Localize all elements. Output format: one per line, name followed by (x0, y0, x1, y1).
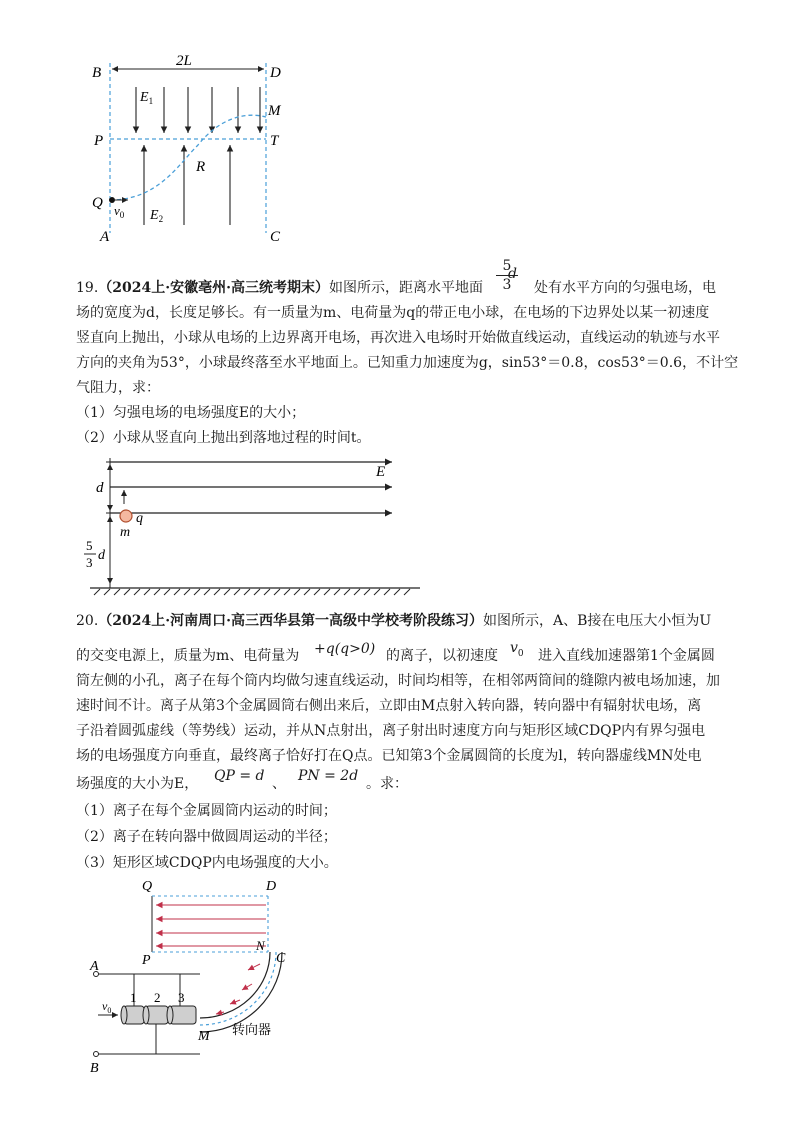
q20-line-7a: 场强度的大小为E， (76, 776, 199, 792)
figure-field-region (88, 55, 308, 250)
label-tube-3: 3 (178, 990, 185, 1005)
label-P: P (142, 953, 151, 968)
q20-v0: $v_0$ (510, 640, 524, 659)
label-deflector: 转向器 (232, 1023, 272, 1038)
q20-line-2b: 的离子，以初速度 (386, 648, 498, 664)
q19-source: （2024上·安徽亳州·高三统考期末） (98, 280, 329, 296)
label-C: C (276, 951, 286, 966)
label-M: M (198, 1029, 210, 1044)
label-E1: $E_1$ (140, 90, 154, 106)
q19-sub-2: （2）小球从竖直向上抛出到落地过程的时间t。 (76, 430, 371, 446)
frac-denominator: 3 (502, 277, 512, 293)
label-B: B (90, 1061, 99, 1076)
label-tube-2: 2 (154, 990, 161, 1005)
label-E2: $E_2$ (150, 208, 164, 224)
label-q: q (136, 511, 143, 526)
label-M: M (268, 103, 281, 119)
label-R: R (196, 159, 206, 175)
label-D: D (270, 65, 281, 81)
q19-number: 19. (76, 280, 99, 296)
q20-sep: 、 (272, 776, 286, 792)
q20-sub-3: （3）矩形区域CDQP内电场强度的大小。 (76, 855, 338, 871)
q19-line-1 (76, 277, 483, 297)
label-m: m (120, 525, 131, 540)
q19-line-2: 场的宽度为d，长度足够长。有一质量为m、电荷量为q的带正电小球，在电场的下边界处以某一初速度 (76, 305, 710, 321)
q20-line-3: 筒左侧的小孔，离子在每个筒内均做匀速直线运动，时间均相等，在相邻两筒间的缝隙内被电场加速，加 (76, 673, 720, 689)
q20-line-2a: 的交变电源上，质量为m、电荷量为 (76, 648, 300, 664)
label-C: C (270, 229, 281, 245)
q20-qp: QP = d (214, 768, 265, 784)
q20-line-1 (76, 610, 711, 630)
label-Q: Q (92, 195, 103, 211)
q20-sub-2: （2）离子在转向器中做圆周运动的半径； (76, 829, 337, 845)
label-v0: $v_0$ (102, 999, 112, 1015)
label-A: A (100, 229, 110, 245)
q20-text-a: 如图所示，A、B接在电压大小恒为U (482, 613, 712, 629)
q20-line-7b: 。求： (366, 776, 408, 792)
figure-linear-accelerator (80, 872, 320, 1087)
q19-line-5: 气阻力，求： (76, 380, 160, 396)
label-A: A (90, 959, 99, 974)
q20-sub-1: （1）离子在每个金属圆筒内运动的时间； (76, 803, 337, 819)
label-T: T (270, 133, 279, 149)
label-v0: $v_0$ (114, 203, 125, 220)
label-D: D (266, 879, 277, 894)
label-d: d (96, 480, 104, 496)
q20-pn: PN = 2d (298, 768, 359, 784)
label-tube-1: 1 (130, 990, 137, 1005)
q19-text-a: 如图所示，距离水平地面 (328, 280, 483, 296)
q19-line-4: 方向的夹角为53°，小球最终落至水平地面上。已知重力加速度为g，sin53°＝0.8，cos53°＝0.6，不计空 (76, 355, 739, 371)
q20-number: 20. (76, 613, 99, 629)
label-Q: Q (142, 879, 153, 894)
q19-text-b: 处有水平方向的匀强电场，电 (534, 280, 716, 296)
q19-sub-1: （1）匀强电场的电场强度E的大小； (76, 405, 306, 421)
label-frac-num: 5 (86, 538, 93, 553)
frac-numerator: 5 (502, 258, 512, 274)
q19-frac-var: d (508, 266, 517, 282)
q20-line-2c: 进入直线加速器第1个金属圆 (538, 648, 715, 664)
label-frac-den: 3 (86, 555, 93, 570)
q20-line-5: 子沿着圆弧虚线（等势线）运动，并从N点射出，离子射出时速度方向与矩形区域CDQP内有界匀强电 (76, 723, 706, 739)
label-2L: 2L (176, 55, 192, 69)
label-E: E (376, 464, 386, 480)
q20-line-6: 场的电场强度方向垂直，最终离子恰好打在Q点。已知第3个金属圆筒的长度为l，转向器虚线MN处电 (76, 748, 702, 764)
label-frac-var: d (98, 548, 105, 563)
label-P: P (94, 133, 104, 149)
q19-line-3: 竖直向上抛出，小球从电场的上边界离开电场，再次进入电场时开始做直线运动，直线运动的轨迹与水平 (76, 330, 720, 346)
q20-charge: +q(q>0) (314, 641, 376, 657)
label-N: N (256, 938, 265, 953)
figure-horizontal-field (80, 450, 420, 600)
label-B: B (92, 65, 102, 81)
q20-source: （2024上·河南周口·高三西华县第一高级中学校考阶段练习） (98, 613, 483, 629)
q20-line-4: 速时间不计。离子从第3个金属圆筒右侧出来后，立即由M点射入转向器，转向器中有辐射状电场，离 (76, 698, 702, 714)
